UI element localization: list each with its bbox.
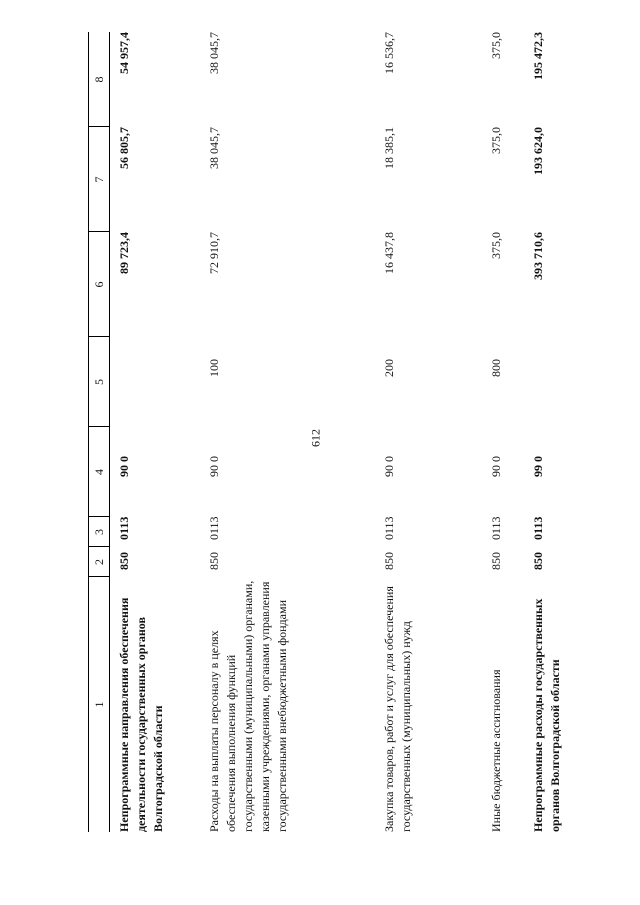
cell-col-3: 0113 bbox=[207, 516, 221, 540]
cell-col-6: 16 437,8 bbox=[382, 232, 396, 274]
cell-col-6: 375,0 bbox=[489, 232, 503, 259]
cell-col-8: 38 045,7 bbox=[207, 32, 221, 74]
cell-col-3: 0113 bbox=[382, 516, 396, 540]
cell-col-4: 90 0 bbox=[117, 456, 131, 477]
table-header bbox=[88, 32, 110, 832]
header-col-5: 5 bbox=[92, 379, 106, 385]
cell-col-2: 850 bbox=[489, 552, 503, 570]
cell-col-8: 375,0 bbox=[489, 32, 503, 59]
cell-col-3: 0113 bbox=[117, 516, 131, 540]
cell-col-8: 195 472,3 bbox=[531, 32, 545, 80]
header-col-4: 4 bbox=[92, 469, 106, 475]
cell-col-3: 0113 bbox=[531, 516, 545, 540]
page-number: 612 bbox=[308, 429, 323, 447]
cell-col-6: 89 723,4 bbox=[117, 232, 131, 274]
cell-col-8: 54 957,4 bbox=[117, 32, 131, 74]
cell-col-8: 16 536,7 bbox=[382, 32, 396, 74]
header-col-6: 6 bbox=[92, 281, 106, 288]
cell-col-4: 90 0 bbox=[382, 456, 396, 477]
cell-col-7: 18 385,1 bbox=[382, 127, 396, 169]
rotated-table-wrapper bbox=[88, 32, 618, 832]
cell-col-7: 193 624,0 bbox=[531, 127, 545, 175]
header-col-1: 1 bbox=[92, 701, 106, 708]
cell-col-2: 850 bbox=[207, 552, 221, 570]
cell-col-6: 393 710,6 bbox=[531, 232, 545, 280]
cell-col-6: 72 910,7 bbox=[207, 232, 221, 274]
header-col-7: 7 bbox=[92, 176, 106, 183]
cell-col-2: 850 bbox=[382, 552, 396, 570]
cell-col-4: 90 0 bbox=[489, 456, 503, 477]
cell-col-7: 375,0 bbox=[489, 127, 503, 154]
row-name: Непрограммные расходы государственных органов Волгоградской области bbox=[531, 598, 562, 832]
row-name: Закупка товаров, работ и услуг для обеспечения государственных (муниципальных) нужд bbox=[382, 586, 413, 832]
row-name: Иные бюджетные ассигнования bbox=[489, 669, 503, 832]
cell-col-5: 100 bbox=[207, 359, 221, 377]
cell-col-3: 0113 bbox=[489, 516, 503, 540]
row-name: Непрограммные направления обеспечения деятельности государственных органов Волгоградской области bbox=[117, 597, 165, 832]
row-name: Расходы на выплаты персоналу в целях обеспечения выполнения функций государственными (муниципальными) органами, казенными учреждениями, органами управления государственными внебюджетными фондами bbox=[207, 580, 289, 832]
cell-col-2: 850 bbox=[531, 552, 545, 570]
cell-col-4: 90 0 bbox=[207, 456, 221, 477]
cell-col-7: 56 805,7 bbox=[117, 127, 131, 169]
budget-table bbox=[88, 32, 618, 832]
header-col-3: 3 bbox=[92, 529, 106, 535]
cell-col-4: 99 0 bbox=[531, 456, 545, 477]
cell-col-5: 200 bbox=[382, 359, 396, 377]
cell-col-2: 850 bbox=[117, 552, 131, 570]
header-col-8: 8 bbox=[92, 76, 106, 83]
header-col-2: 2 bbox=[92, 559, 106, 565]
cell-col-7: 38 045,7 bbox=[207, 127, 221, 169]
cell-col-5: 800 bbox=[489, 359, 503, 377]
